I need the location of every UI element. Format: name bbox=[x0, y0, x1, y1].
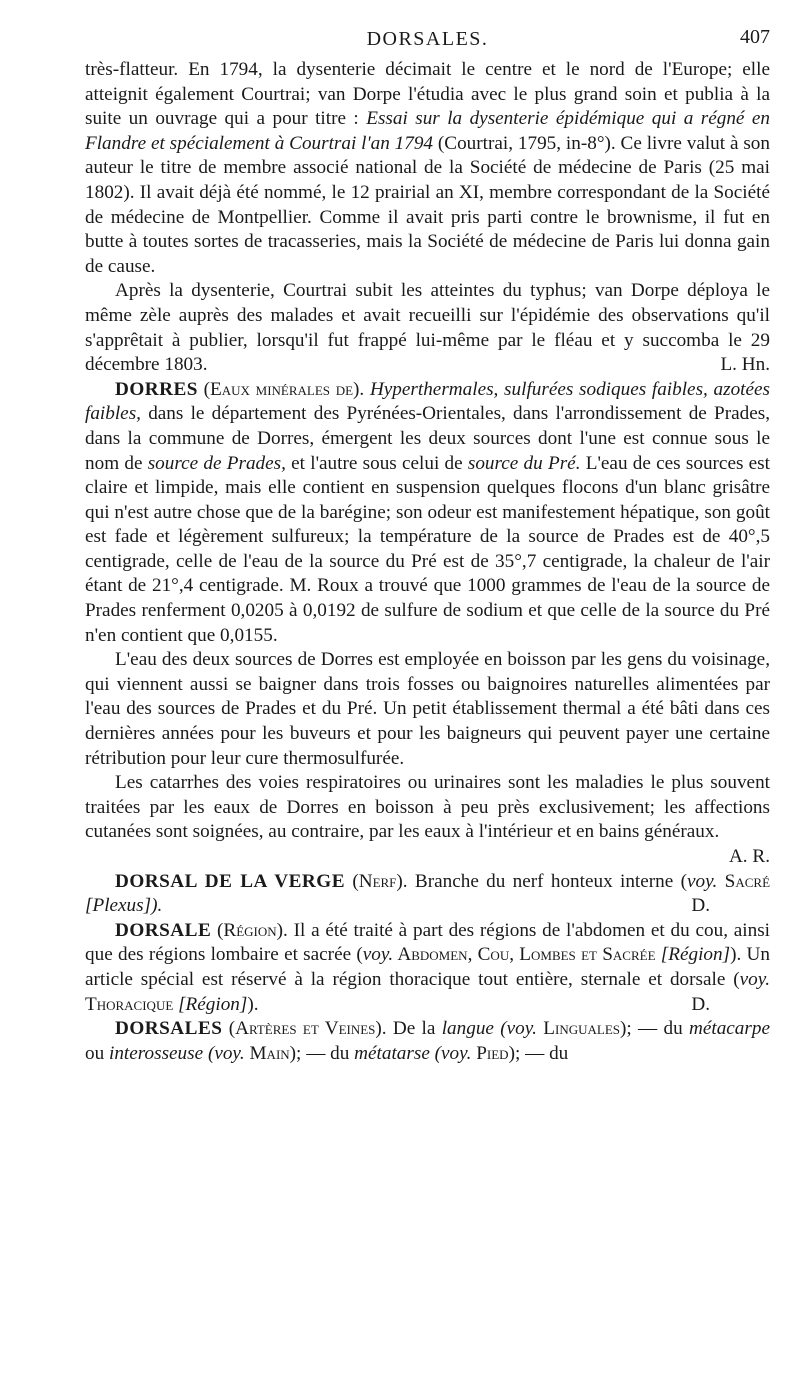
dorsale-bracket-1: [Région] bbox=[655, 944, 731, 966]
dorsales-text-a: De la bbox=[386, 1018, 442, 1040]
dorsal-verge-signature: D. bbox=[691, 895, 710, 917]
dorsales-voy-2: (voy. bbox=[203, 1042, 245, 1064]
dorres-source-prades: source de Prades, bbox=[147, 452, 286, 474]
dorres-text-b: et l'autre sous celui de bbox=[285, 452, 468, 474]
dorsale-ref-2: Thoracique bbox=[85, 993, 174, 1015]
dorsales-text-b: ); — du bbox=[620, 1018, 689, 1040]
dorsales-entry bbox=[85, 1017, 770, 1066]
vandorpe-text-b: (Courtrai, 1795, in-8°). Ce livre valut à son auteur le titre de membre associé national de la Société de médecine de Paris (25 mai 1802). Il avait déjà été nommé, le 12 prairial an XI, membre correspondant de la Société de médecine de Montpellier. Comme il avait pris parti contre le brownisme, il fut en butte à toutes sortes de tracasseries, mais la Société de médecine de Paris lui donna gain de cause. bbox=[85, 132, 770, 277]
dorsale-voy-2: voy. bbox=[739, 968, 770, 990]
vandorpe-text-c: Après la dysenterie, Courtrai subit les atteintes du typhus; van Dorpe déploya le même zèle auprès des malades et avait recueilli sur l'épidémie des observations qu'il s'apprêtait à publier, lorsqu'il fut frappé lui-même par le fléau et y succomba le 29 décembre 1803. bbox=[85, 280, 770, 376]
dorres-paragraph-3 bbox=[85, 771, 770, 869]
dorsales-ref-1: Linguales bbox=[536, 1018, 620, 1040]
dorsale-headword: DORSALE bbox=[115, 919, 212, 941]
dorres-subheading: (Eaux minérales de). bbox=[203, 378, 365, 400]
dorres-paragraph-1 bbox=[85, 378, 770, 649]
dorres-text-a: dans le département des Pyrénées-Orientales, dans l'arrondissement de Prades, dans la commune de Dorres, émergent les deux sources dont l'une est connue sous le nom de bbox=[85, 403, 770, 474]
dorsales-ref-3: Pied bbox=[471, 1042, 509, 1064]
dorsale-refs: Abdomen, Cou, Lombes et Sacrée bbox=[393, 944, 656, 966]
dorsales-voy-1: (voy. bbox=[493, 1018, 537, 1040]
dorsale-bracket-2: [Région] bbox=[173, 993, 248, 1015]
dorres-source-pre: source du Pré. bbox=[467, 452, 581, 474]
vandorpe-signature: L. Hn. bbox=[720, 354, 770, 376]
dorsales-interosseuse: interosseuse bbox=[108, 1042, 204, 1064]
dorres-headword: DORRES bbox=[115, 378, 198, 400]
dorres-signature: A. R. bbox=[728, 846, 770, 867]
dorsales-langue: langue bbox=[441, 1018, 494, 1040]
dorsale-entry bbox=[85, 919, 770, 1017]
dorsales-metacarpe: métacarpe bbox=[688, 1018, 770, 1040]
page-number: 407 bbox=[740, 26, 770, 48]
dorsal-verge-text: Branche du nerf honteux interne ( bbox=[407, 870, 687, 892]
dorsale-voy-1: voy. bbox=[362, 944, 394, 966]
dorsal-verge-headword: DORSAL DE LA VERGE bbox=[115, 870, 345, 892]
running-title: DORSALES. bbox=[366, 28, 489, 50]
dorres-paragraph-2: L'eau des deux sources de Dorres est employée en boisson par les gens du voisinage, qui viennent aussi se baigner dans trois fosses ou baignoires naturelles alimentées par l'eau des sources de Prades et du Pré. Un petit établissement thermal a été bâti dans ces dernières années pour les buveurs et pour les baigneurs qui peuvent payer une certaine rétribution pour leur cure thermosulfurée. bbox=[85, 649, 770, 769]
dorsale-subheading: (Région). bbox=[217, 919, 288, 941]
dorsal-verge-ref: Sacré bbox=[717, 870, 771, 892]
dorsale-text-c: ). bbox=[247, 993, 259, 1015]
dorsal-verge-subheading: (Nerf). bbox=[352, 870, 408, 892]
dorsales-text-c: ou bbox=[85, 1042, 109, 1064]
dorsales-subheading: (Artères et Veines). bbox=[228, 1018, 387, 1040]
dorsales-text-d: ); — du bbox=[289, 1042, 355, 1064]
page-body bbox=[85, 58, 770, 1066]
dorsal-verge-entry bbox=[85, 870, 770, 919]
dorres-text-c: L'eau de ces sources est claire et limpide, mais elle contient en suspension quelques flocons d'un blanc grisâtre qui n'est autre chose que de la barégine; son odeur est manifestement hépatique, son goût est fade et légèrement sulfureux; la température de la source de Prades est de 40°,5 centigrade, celle de l'eau de la source du Pré est de 35°,7 centigrade, la chaleur de l'air étant de 21°,4 centigrade. M. Roux a trouvé que 1000 grammes de l'eau de la source de Prades renferment 0,0205 à 0,0192 de sulfure de sodium et que celle de la source du Pré n'en contient que 0,0155. bbox=[85, 452, 770, 646]
dorsal-verge-ref-bracket: [Plexus]). bbox=[85, 895, 163, 917]
dorsal-verge-voy: voy. bbox=[686, 870, 718, 892]
dorsale-text-a: Il a été traité à part des régions de l'abdomen et du cou, ainsi que des régions lombaire et sacrée ( bbox=[85, 919, 770, 966]
dorres-classification: Hyperthermales, sulfurées sodiques faibles, azotées faibles, bbox=[85, 378, 771, 425]
vandorpe-text-a: très-flatteur. En 1794, la dysenterie décimait le centre et le nord de l'Europe; elle atteignit également Courtrai; van Dorpe l'étudia avec le plus grand soin et publia à la suite un ouvrage qui a pour titre : bbox=[85, 59, 770, 130]
page-header bbox=[85, 22, 770, 54]
dorres-text-d: Les catarrhes des voies respiratoires ou urinaires sont les maladies le plus souvent traitées par les eaux de Dorres en boisson à peu près exclusivement; les affections cutanées sont soignées, au contraire, par les eaux à l'intérieur et en bains généraux. bbox=[85, 772, 770, 843]
dorsale-signature: D. bbox=[691, 993, 710, 1015]
dorsales-ref-2: Main bbox=[244, 1042, 290, 1064]
dorsales-metatarse: métatarse bbox=[354, 1042, 430, 1064]
dorsales-headword: DORSALES bbox=[115, 1018, 223, 1040]
vandorpe-book-title: Essai sur la dysenterie épidémique qui a régné en Flandre et spécialement à Courtrai l'an 1794 bbox=[85, 108, 770, 154]
dorsales-voy-3: (voy. bbox=[429, 1042, 472, 1064]
vandorpe-paragraph-2 bbox=[85, 279, 770, 377]
dorsale-text-b: ). Un article spécial est réservé à la région thoracique tout entière, sternale et dorsale ( bbox=[85, 944, 770, 990]
dorsales-text-e: ); — du bbox=[508, 1042, 569, 1064]
vandorpe-paragraph-1 bbox=[85, 58, 770, 279]
